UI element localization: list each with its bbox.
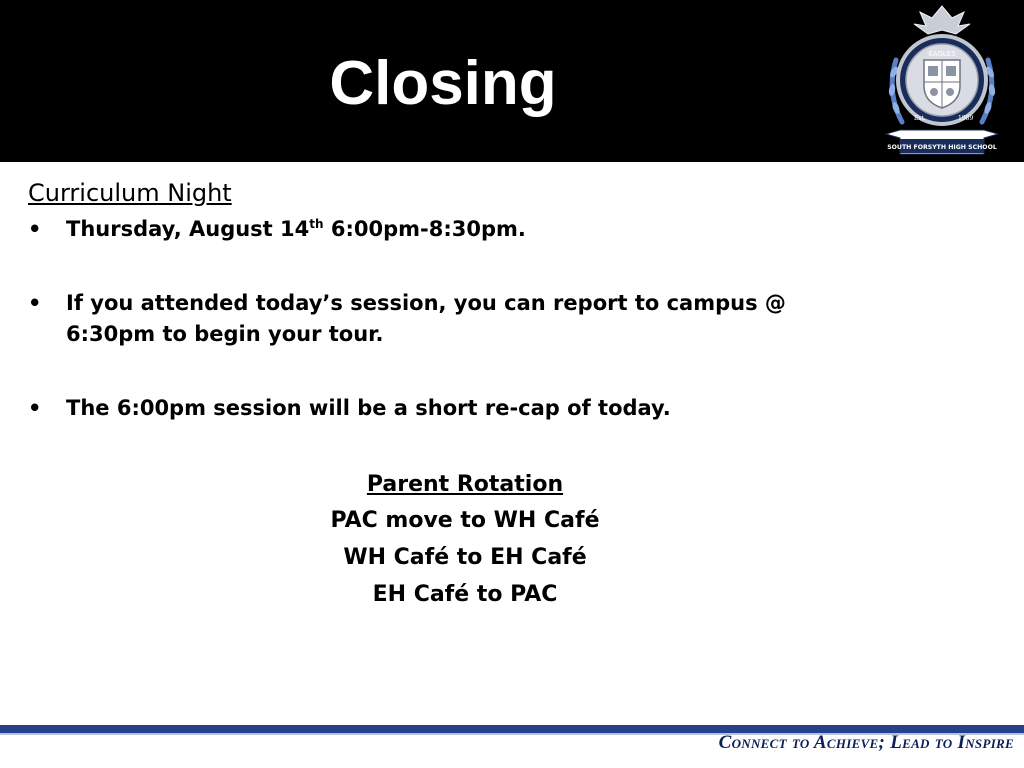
rotation-line: PAC move to WH Café [330,508,600,533]
list-item [28,288,806,350]
bullet-marker: • [28,396,42,420]
bullet-text: If you attended today’s session, you can report to campus @ 6:30pm to begin your tour. [66,291,786,346]
slide-title: Closing [329,49,557,118]
rotation-line: WH Café to EH Café [343,545,587,570]
svg-text:Est.: Est. [914,115,926,122]
svg-text:1989: 1989 [958,115,974,122]
bullet-text: Thursday, August 14 [66,217,310,241]
section-heading: Curriculum Night [28,179,232,207]
school-crest-eagle-icon [880,2,1004,157]
rotation-line: EH Café to PAC [372,582,558,607]
ordinal-suffix: th [309,217,324,231]
title-bar [0,0,1024,162]
slide-body [28,176,898,424]
rotation-heading: Parent Rotation [366,472,564,497]
list-item [28,214,898,245]
footer-tagline: Connect to Achieve; Lead to Inspire [718,732,1014,753]
bullet-text-tail: 6:00pm-8:30pm. [323,217,526,241]
svg-text:EAGLES: EAGLES [928,50,956,58]
bullet-marker: • [28,291,42,315]
parent-rotation [0,468,930,613]
bullet-list [28,214,898,424]
bullet-marker: • [28,217,42,241]
bullet-text: The 6:00pm session will be a short re-cap of today. [66,396,671,420]
svg-text:SOUTH FORSYTH HIGH SCHOOL: SOUTH FORSYTH HIGH SCHOOL [887,144,997,151]
list-item [28,393,898,424]
